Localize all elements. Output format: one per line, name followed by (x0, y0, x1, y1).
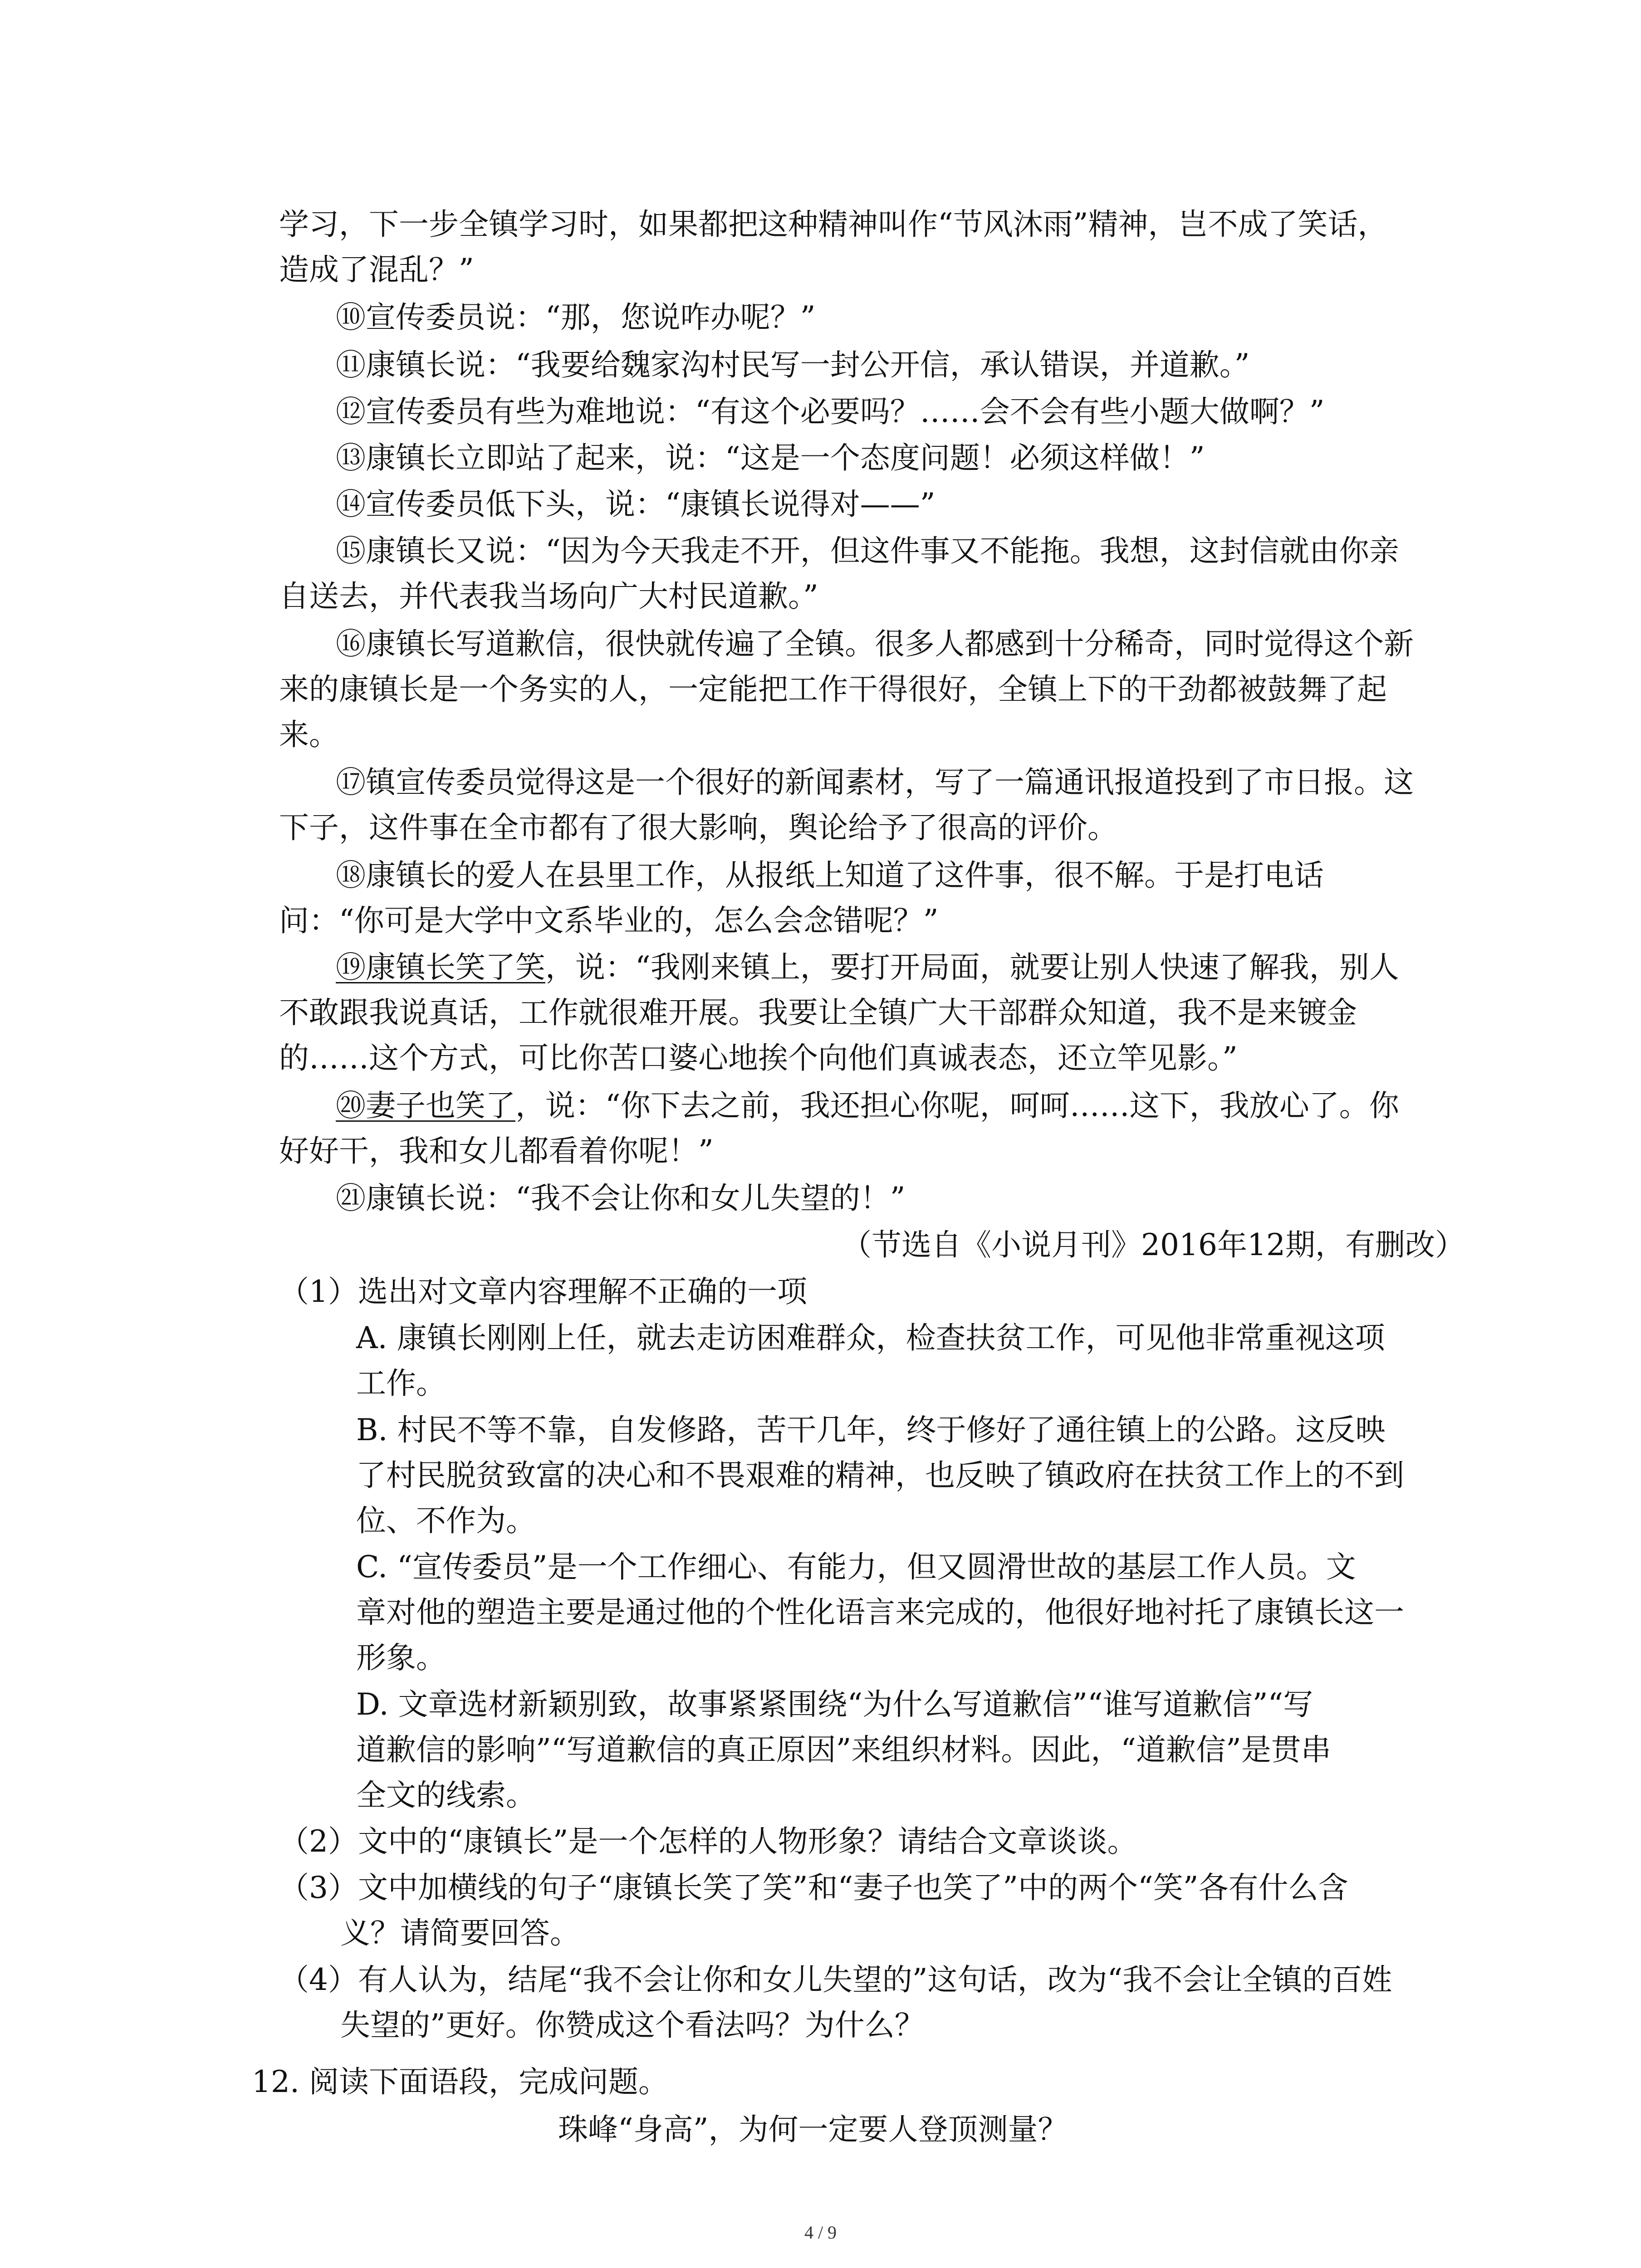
text-line: 的……这个方式，可比你苦口婆心地挨个向他们真诚表态，还立竿见影。” (279, 1041, 1238, 1075)
option-c: C. “宣传委员”是一个工作细心、有能力，但又圆滑世故的基层工作人员。文 (356, 1549, 1356, 1584)
source-citation: （节选自《小说月刊》2016年12期，有删改） (842, 1227, 1465, 1262)
option-a: A. 康镇长刚刚上任，就去走访困难群众，检查扶贫工作，可见他非常重视这项 (356, 1320, 1385, 1355)
text-line: 不敢跟我说真话，工作就很难开展。我要让全镇广大干部群众知道，我不是来镀金 (279, 995, 1357, 1030)
text-line: 问：“你可是大学中文系毕业的，怎么会念错呢？” (279, 903, 939, 938)
question-3: （3）文中加横线的句子“康镇长笑了笑”和“妻子也笑了”中的两个“笑”各有什么含 (279, 1870, 1348, 1905)
text-line: 来的康镇长是一个务实的人，一定能把工作干得很好，全镇上下的干劲都被鼓舞了起 (279, 672, 1387, 707)
paragraph-12: ⑫宣传委员有些为难地说：“有这个必要吗？……会不会有些小题大做啊？” (336, 394, 1325, 429)
paragraph-13: ⑬康镇长立即站了起来，说：“这是一个态度问题！必须这样做！” (336, 440, 1205, 475)
underlined-sentence: ⑲康镇长笑了笑 (336, 950, 545, 985)
underlined-sentence: ⑳妻子也笑了 (336, 1088, 515, 1123)
paragraph-10: ⑩宣传委员说：“那，您说咋办呢？” (336, 300, 816, 335)
question-2: （2）文中的“康镇长”是一个怎样的人物形象？请结合文章谈谈。 (279, 1824, 1137, 1859)
text-line: 位、不作为。 (356, 1503, 536, 1538)
paragraph-18: ⑱康镇长的爱人在县里工作，从报纸上知道了这件事，很不解。于是打电话 (336, 858, 1324, 893)
option-b: B. 村民不等不靠，自发修路，苦干几年，终于修好了通往镇上的公路。这反映 (356, 1413, 1386, 1447)
section-12-heading: 12. 阅读下面语段，完成问题。 (252, 2064, 668, 2099)
paragraph-21: ㉑康镇长说：“我不会让你和女儿失望的！” (336, 1181, 906, 1216)
paragraph-15: ⑮康镇长又说：“因为今天我走不开，但这件事又不能拖。我想，这封信就由你亲 (336, 533, 1399, 568)
paragraph-16: ⑯康镇长写道歉信，很快就传遍了全镇。很多人都感到十分稀奇，同时觉得这个新 (336, 626, 1414, 661)
text-line: 造成了混乱？” (279, 252, 474, 287)
text-span: ，说：“你下去之前，我还担心你呢，呵呵……这下，我放心了。你 (515, 1088, 1399, 1123)
question-4: （4）有人认为，结尾“我不会让你和女儿失望的”这句话，改为“我不会让全镇的百姓 (279, 1962, 1392, 1997)
text-span: ，说：“我刚来镇上，要打开局面，就要让别人快速了解我，别人 (545, 950, 1399, 985)
text-line: 了村民脱贫致富的决心和不畏艰难的精神，也反映了镇政府在扶贫工作上的不到 (356, 1458, 1404, 1493)
text-line: 学习，下一步全镇学习时，如果都把这种精神叫作“节风沐雨”精神，岂不成了笑话， (279, 207, 1388, 242)
text-line: 章对他的塑造主要是通过他的个性化语言来完成的，他很好地衬托了康镇长这一 (356, 1595, 1404, 1630)
text-line: 义？请简要回答。 (340, 1916, 580, 1950)
text-line: 好好干，我和女儿都看着你呢！” (279, 1134, 714, 1168)
text-line: 工作。 (356, 1366, 446, 1401)
text-line: 自送去，并代表我当场向广大村民道歉。” (279, 579, 818, 614)
section-12-title: 珠峰“身高”，为何一定要人登顶测量？ (558, 2112, 1068, 2147)
paragraph-19 (336, 945, 1399, 990)
text-line: 下子，这件事在全市都有了很大影响，舆论给予了很高的评价。 (279, 810, 1117, 845)
text-line: 形象。 (356, 1640, 446, 1675)
option-d: D. 文章选材新颖别致，故事紧紧围绕“为什么写道歉信”“谁写道歉信”“写 (356, 1687, 1313, 1722)
text-line: 失望的”更好。你赞成这个看法吗？为什么？ (340, 2008, 925, 2043)
question-1: （1）选出对文章内容理解不正确的一项 (279, 1274, 807, 1309)
paragraph-14: ⑭宣传委员低下头，说：“康镇长说得对——” (336, 487, 936, 522)
text-line: 全文的线索。 (356, 1778, 536, 1813)
text-line: 来。 (279, 717, 339, 752)
page-number: 4 / 9 (804, 2222, 837, 2243)
paragraph-20 (336, 1083, 1399, 1129)
text-line: 道歉信的影响”“写道歉信的真正原因”来组织材料。因此，“道歉信”是贯串 (356, 1732, 1331, 1767)
paragraph-11: ⑪康镇长说：“我要给魏家沟村民写一封公开信，承认错误，并道歉。” (336, 347, 1250, 382)
paragraph-17: ⑰镇宣传委员觉得这是一个很好的新闻素材，写了一篇通讯报道投到了市日报。这 (336, 765, 1414, 800)
